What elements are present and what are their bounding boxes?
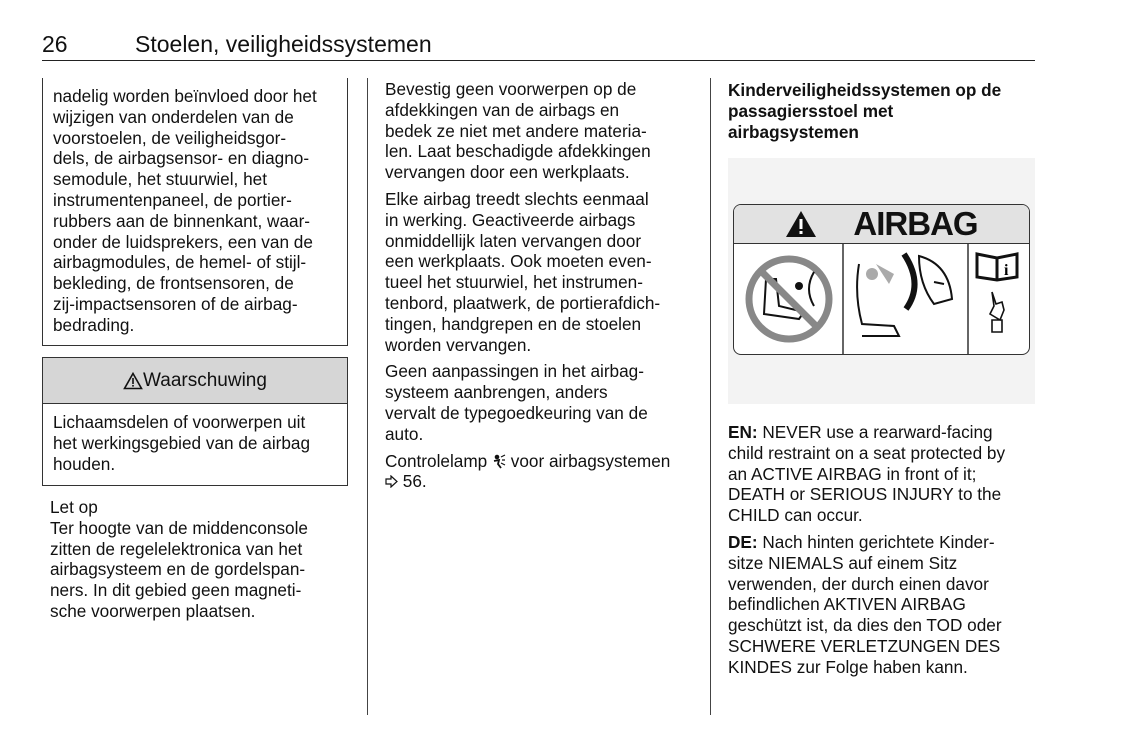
page-reference-link[interactable] [385, 471, 670, 492]
text-line: vervangen door een werkplaats. [385, 162, 630, 183]
text-line: tenbord, plaatwerk, de portierafdich- [385, 292, 661, 313]
airbag-label-header [734, 205, 1029, 244]
no-rear-facing-child-seat-icon [749, 259, 829, 339]
text-line: nadelig worden beïnvloed door het [53, 86, 317, 106]
text-line: zitten de regelelektronica van het [50, 538, 303, 559]
text-line: SCHWERE VERLETZUNGEN DES [728, 635, 1001, 656]
text-line: bedek ze niet met andere materia- [385, 120, 647, 141]
page-title: Stoelen, veiligheidssystemen [135, 31, 432, 57]
text-line: CHILD can occur. [728, 505, 863, 526]
text-line: zij-impactsensoren of de airbag- [53, 293, 298, 314]
text-line: airbagsystemen [728, 121, 859, 142]
text-line: verwenden, der durch einen davor [728, 573, 989, 594]
warning-box [42, 357, 348, 486]
text-line: an ACTIVE AIRBAG in front of it; [728, 463, 977, 484]
text-line: sitze NIEMALS auf einem Sitz [728, 552, 958, 573]
reference-line [385, 451, 670, 472]
text-line: onder de luidsprekers, een van de [53, 231, 313, 252]
airbag-label-pictograms [734, 244, 1030, 355]
text-line: befindlichen AKTIVEN AIRBAG [728, 594, 966, 615]
text-line: sche voorwerpen plaatsen. [50, 600, 256, 621]
column-divider [367, 78, 368, 715]
text-line: dels, de airbagsensor- en diagno- [53, 148, 310, 169]
text-line: in werking. Geactiveerde airbags [385, 209, 636, 230]
text-line: Lichaamsdelen of voorwerpen uit [53, 412, 306, 432]
text-line: child restraint on a seat protected by [728, 442, 1006, 463]
text-line: afdekkingen van de airbags en [385, 99, 620, 120]
german-warning [728, 532, 1002, 678]
warning-title: Waarschuwing [143, 369, 267, 391]
page-reference: 56. [402, 471, 427, 492]
text-line: NEVER use a rearward-facing [757, 422, 993, 442]
text-line: airbagmodules, de hemel- of stijl- [53, 252, 307, 273]
text-line: worden vervangen. [385, 334, 532, 355]
text-line: Kinderveiligheidssystemen op de [728, 80, 1002, 100]
text-line: bedrading. [53, 314, 135, 335]
text-line: DEATH or SERIOUS INJURY to the [728, 484, 1002, 505]
note-text [50, 518, 308, 622]
warning-text [43, 404, 347, 474]
read-manual-icon [977, 254, 1017, 332]
text-line: len. Laat beschadigde afdekkingen [385, 141, 651, 162]
page-number: 26 [42, 31, 68, 57]
airbag-deployment-icon [857, 254, 952, 336]
continued-text [43, 78, 347, 336]
text-line: instrumentenpaneel, de portier- [53, 189, 292, 210]
header-rule [42, 60, 1035, 61]
text-line: Ter hoogte van de middenconsole [50, 517, 308, 538]
text-line: vervalt de typegoedkeuring van de [385, 402, 648, 423]
text-line: Geen aanpassingen in het airbag- [385, 361, 644, 382]
continued-box [42, 78, 348, 346]
text-line: airbagsysteem en de gordelspan- [50, 559, 306, 580]
text-line: systeem aanbrengen, anders [385, 382, 608, 403]
arrow-right-icon [385, 475, 398, 488]
reference-text: Controlelamp [385, 450, 488, 471]
reference-text: voor airbagsystemen [510, 450, 671, 471]
text-line: een werkplaats. Ook moeten even- [385, 251, 652, 272]
text-line: Bevestig geen voorwerpen op de [385, 79, 637, 99]
text-line: voorstoelen, de veiligheidsgor- [53, 127, 287, 148]
german-warning-text [728, 532, 1002, 553]
svg-text:i: i [1004, 262, 1009, 279]
text-line: ners. In dit gebied geen magneti- [50, 580, 302, 601]
text-line: onmiddellijk laten vervangen door [385, 230, 642, 251]
text-line: bekleding, de frontsensoren, de [53, 273, 294, 294]
text-line: rubbers aan de binnenkant, waar- [53, 210, 311, 231]
column-divider [710, 78, 711, 715]
warning-triangle-icon [123, 372, 143, 390]
text-line: passagiersstoel met [728, 100, 894, 121]
text-line: Elke airbag treedt slechts eenmaal [385, 188, 649, 209]
airbag-label-title: AIRBAG [853, 205, 978, 242]
text-line: semodule, het stuurwiel, het [53, 169, 268, 190]
english-warning-text [728, 422, 1005, 443]
text-line: wijzigen van onderdelen van de [53, 106, 294, 127]
warning-header [43, 358, 347, 404]
text-line: geschützt ist, da dies den TOD oder [728, 615, 1002, 636]
text-line: auto. [385, 423, 424, 444]
text-line: Nach hinten gerichtete Kinder- [757, 532, 995, 552]
note [50, 497, 308, 622]
language-label: DE: [728, 532, 758, 552]
text-line: houden. [53, 453, 116, 474]
english-warning [728, 422, 1005, 526]
airbag-warning-lamp-icon [492, 454, 506, 469]
text-line: tueel het stuurwiel, het instrumen- [385, 272, 643, 293]
column-2 [385, 79, 670, 492]
text-line: KINDES zur Folge haben kann. [728, 656, 968, 677]
text-line: het werkingsgebied van de airbag [53, 432, 311, 453]
paragraph [385, 189, 670, 355]
note-title: Let op [50, 497, 98, 517]
paragraph [385, 361, 670, 444]
airbag-warning-label [733, 204, 1030, 355]
language-label: EN: [728, 422, 758, 442]
warning-triangle-icon [785, 210, 817, 238]
paragraph [385, 79, 670, 183]
section-heading [728, 80, 1001, 142]
text-line: tingen, handgrepen en de stoelen [385, 313, 642, 334]
